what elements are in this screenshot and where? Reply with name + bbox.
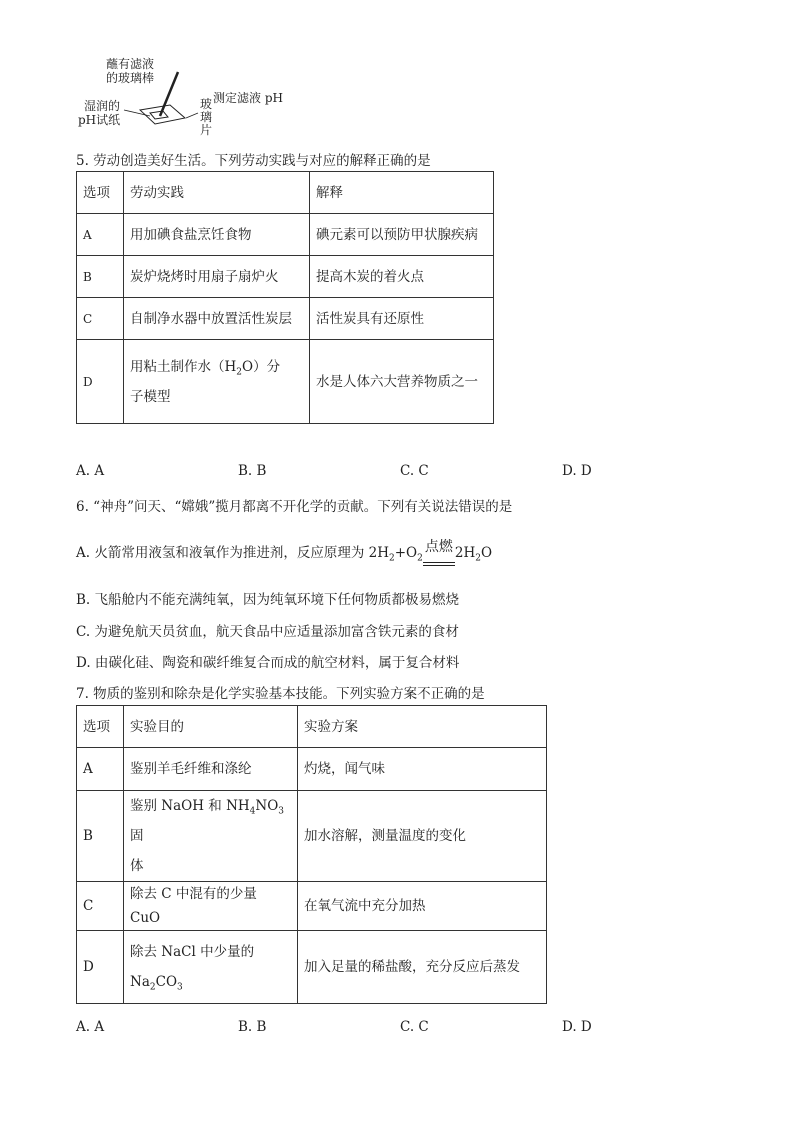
q7-choice-b: B. B xyxy=(238,1019,267,1035)
q5-stem: 5. 劳动创造美好生活。下列劳动实践与对应的解释正确的是 xyxy=(76,153,431,169)
header-cell: 实验方案 xyxy=(298,706,547,748)
purpose-cell: 鉴别 NaOH 和 $NH_4NO_3$固 体 xyxy=(124,791,298,882)
measure-label: 测定滤液 pH xyxy=(213,91,283,105)
option-cell: B xyxy=(77,791,124,882)
header-cell: 选项 xyxy=(77,706,124,748)
option-cell: B xyxy=(77,256,124,298)
table-row xyxy=(77,882,547,931)
q7-choice-d: D. D xyxy=(562,1019,592,1035)
practice-cell: 用加碘食盐烹饪食物 xyxy=(124,214,310,256)
plan-cell: 灼烧，闻气味 xyxy=(298,748,547,791)
rod-label-line1: 蘸有滤液 xyxy=(106,57,155,71)
q6-option-c: C. 为避免航天员贫血，航天食品中应适量添加富含铁元素的食材 xyxy=(76,624,459,640)
option-cell: D xyxy=(77,931,124,1004)
practice-cell: 自制净水器中放置活性炭层 xyxy=(124,298,310,340)
q7-stem: 7. 物质的鉴别和除杂是化学实验基本技能。下列实验方案不正确的是 xyxy=(76,686,485,702)
purpose-cell: 除去 C 中混有的少量 CuO xyxy=(124,882,298,931)
ph-paper-shape xyxy=(150,111,168,119)
practice-cell: 用粘土制作水$(H_2O)$分 子模型 xyxy=(124,340,310,424)
q5-choice-b: B. B xyxy=(238,463,267,479)
table-row xyxy=(77,931,547,1004)
purpose-cell: 鉴别羊毛纤维和涤纶 xyxy=(124,748,298,791)
q5-choice-a: A. A xyxy=(76,463,105,479)
header-cell: 解释 xyxy=(310,172,494,214)
q5-choice-d: D. D xyxy=(562,463,592,479)
table-row xyxy=(77,298,494,340)
explain-cell: 碘元素可以预防甲状腺疾病 xyxy=(310,214,494,256)
plan-cell: 加水溶解，测量温度的变化 xyxy=(298,791,547,882)
paper-label-line2: pH试纸 xyxy=(78,113,121,127)
q7-choice-c: C. C xyxy=(400,1019,429,1035)
option-cell: C xyxy=(77,882,124,931)
q5-choice-c: C. C xyxy=(400,463,429,479)
q7-choice-a: A. A xyxy=(76,1019,105,1035)
table-row xyxy=(77,791,547,882)
q6-option-a: A. 火箭常用液氢和液氧作为推进剂，反应原理为 $2H_2+O_2$ 点燃 $2H_2O$ xyxy=(76,541,492,561)
table-header-row xyxy=(77,706,547,748)
q6-option-b: B. 飞船舱内不能充满纯氧，因为纯氧环境下任何物质都极易燃烧 xyxy=(76,592,460,608)
q5-table xyxy=(76,171,494,424)
table-row xyxy=(77,214,494,256)
plan-cell: 在氧气流中充分加热 xyxy=(298,882,547,931)
option-cell: D xyxy=(77,340,124,424)
glass-label-1: 玻 xyxy=(200,97,213,111)
option-cell: C xyxy=(77,298,124,340)
header-cell: 选项 xyxy=(77,172,124,214)
q6-stem: 6. “神舟”问天、“嫦娥”揽月都离不开化学的贡献。下列有关说法错误的是 xyxy=(76,499,513,515)
table-row xyxy=(77,340,494,424)
table-row xyxy=(77,256,494,298)
glass-label-3: 片 xyxy=(200,123,213,137)
plan-cell: 加入足量的稀盐酸，充分反应后蒸发 xyxy=(298,931,547,1004)
equals-line-bottom xyxy=(423,565,455,566)
table-header-row xyxy=(77,172,494,214)
explain-cell: 提高木炭的着火点 xyxy=(310,256,494,298)
explain-cell: 活性炭具有还原性 xyxy=(310,298,494,340)
glass-label-2: 璃 xyxy=(200,110,213,124)
q7-table xyxy=(76,705,547,1004)
table-row xyxy=(77,748,547,791)
option-cell: A xyxy=(77,214,124,256)
header-cell: 劳动实践 xyxy=(124,172,310,214)
option-cell: A xyxy=(77,748,124,791)
header-cell: 实验目的 xyxy=(124,706,298,748)
paper-label-line1: 湿润的 xyxy=(84,99,121,113)
purpose-cell: 除去 NaCl 中少量的 $Na_2CO_3$ xyxy=(124,931,298,1004)
practice-cell: 炭炉烧烤时用扇子扇炉火 xyxy=(124,256,310,298)
rod-label-line2: 的玻璃棒 xyxy=(106,71,155,85)
equals-line-top xyxy=(423,562,455,563)
q6-option-d: D. 由碳化硅、陶瓷和碳纤维复合而成的航空材料，属于复合材料 xyxy=(76,655,460,671)
explain-cell: 水是人体六大营养物质之一 xyxy=(310,340,494,424)
ph-test-drawing xyxy=(0,0,300,145)
